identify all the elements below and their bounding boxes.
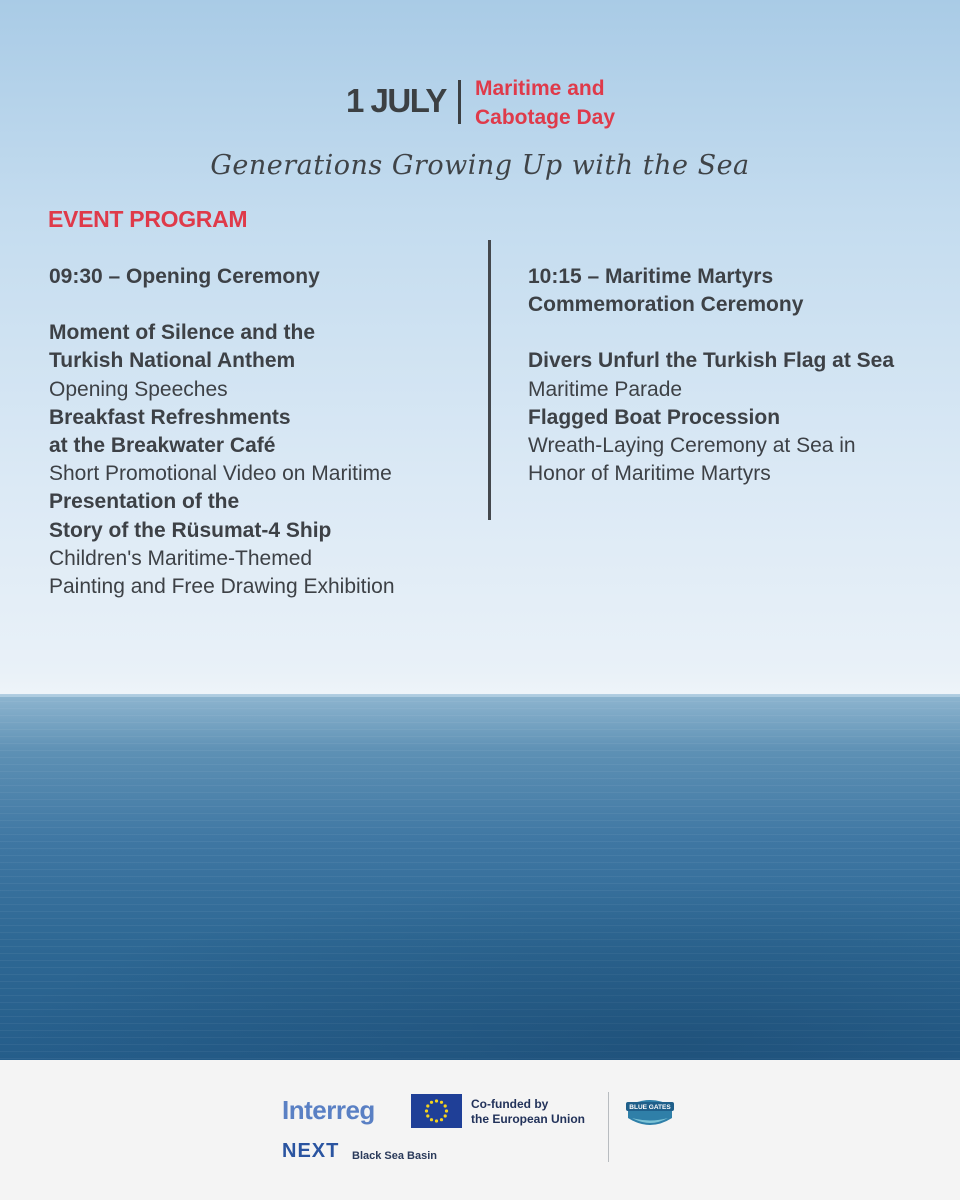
next-logo: NEXT	[282, 1140, 340, 1162]
program-item: Breakfast Refreshments	[49, 405, 291, 429]
header	[0, 72, 960, 132]
eu-line-1: Co-funded by	[471, 1097, 549, 1111]
program-item: Honor of Maritime Martyrs	[528, 462, 771, 486]
program-item: Opening Speeches	[49, 377, 228, 401]
eu-stars-icon	[411, 1094, 462, 1128]
interreg-logo: Interreg	[282, 1095, 375, 1125]
blue-gates-label: BLUE GATES	[629, 1104, 671, 1111]
program-item: 09:30 – Opening Ceremony	[49, 265, 320, 288]
program-item: Turkish National Anthem	[49, 349, 296, 373]
blue-gates-logo	[622, 1092, 678, 1132]
program-item: at the Breakwater Café	[49, 434, 276, 458]
column-divider	[488, 240, 491, 520]
black-sea-basin-label: Black Sea Basin	[352, 1150, 437, 1162]
event-title-line-1: Maritime and	[475, 77, 605, 100]
footer	[0, 1060, 960, 1200]
program-item: Wreath-Laying Ceremony at Sea in	[528, 434, 856, 458]
program-item: 10:15 – Maritime Martyrs	[528, 265, 774, 288]
event-title-line-2: Cabotage Day	[475, 106, 616, 129]
sea-background	[0, 694, 960, 1060]
program-item: Presentation of the	[49, 490, 240, 514]
program-item: Painting and Free Drawing Exhibition	[49, 575, 395, 599]
program-heading: EVENT PROGRAM	[48, 206, 248, 232]
program-item: Short Promotional Video on Maritime	[49, 462, 392, 486]
program-left-column	[49, 263, 469, 601]
program-item: Commemoration Ceremony	[528, 293, 804, 317]
program-right-column	[528, 263, 948, 488]
program-item: Story of the Rüsumat-4 Ship	[49, 518, 332, 542]
sea-shadow	[0, 880, 960, 1060]
footer-divider	[608, 1092, 609, 1162]
program-item: Divers Unfurl the Turkish Flag at Sea	[528, 349, 895, 373]
eu-flag-icon	[411, 1094, 462, 1128]
program-item: Flagged Boat Procession	[528, 405, 781, 429]
program-item: Moment of Silence and the	[49, 321, 316, 345]
program-item: Children's Maritime-Themed	[49, 546, 313, 570]
tagline: Generations Growing Up with the Sea	[210, 150, 750, 181]
event-title	[475, 74, 615, 132]
header-divider	[458, 80, 461, 124]
program-item: Maritime Parade	[528, 377, 683, 401]
eu-cofunded-label	[471, 1097, 585, 1127]
event-date: 1 JULY	[346, 82, 446, 119]
eu-line-2: the European Union	[471, 1112, 585, 1126]
